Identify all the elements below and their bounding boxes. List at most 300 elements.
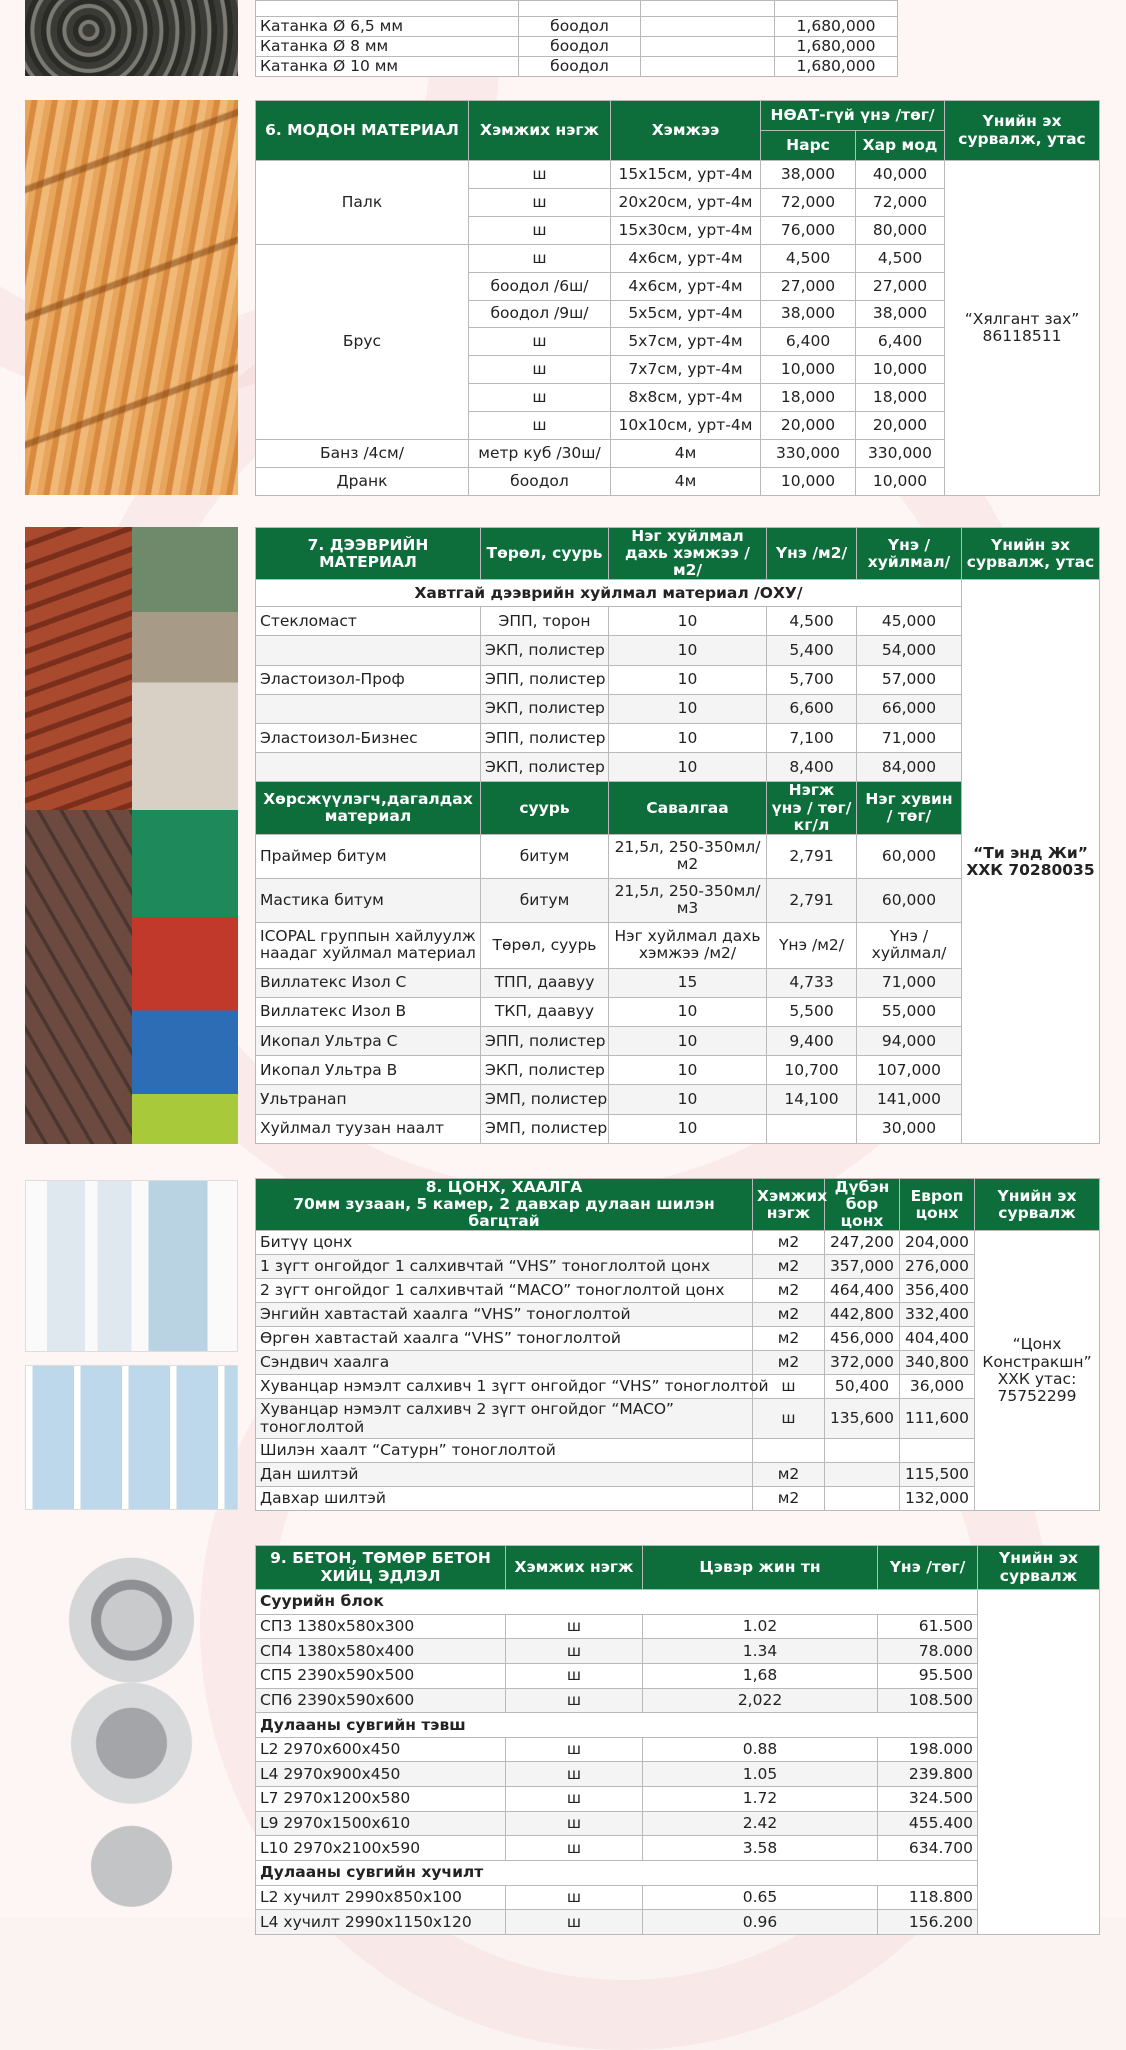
category-row <box>256 1590 1100 1615</box>
cell: Нэг хуйлмал дахь хэмжээ /м2/ <box>609 922 767 968</box>
cell: 4м <box>611 440 761 468</box>
cell: 1 зүгт онгойдог 1 салхивчтай “VHS” тоноглолтой цонх <box>256 1255 753 1279</box>
cell: ш <box>469 244 611 272</box>
cell: СП5 2390x590x500 <box>256 1663 506 1688</box>
cell: 332,400 <box>900 1303 975 1327</box>
table-row <box>256 1639 1100 1664</box>
cell: 141,000 <box>857 1085 962 1114</box>
cell: Хуйлмал туузан наалт <box>256 1114 481 1143</box>
cell: ЭПП, полистер <box>481 1027 609 1056</box>
cell: 2 зүгт онгойдог 1 салхивчтай “MACO” тоноглолтой цонх <box>256 1279 753 1303</box>
cell: Хуванцар нэмэлт салхивч 1 зүгт онгойдог “VHS” тоноглолтой <box>256 1375 753 1399</box>
header-source: Үнийн эх сурвалж, утас <box>945 101 1100 161</box>
cell: 1.02 <box>643 1614 878 1639</box>
cell: 72,000 <box>856 188 945 216</box>
cell: 10 <box>609 1027 767 1056</box>
cell: 78.000 <box>878 1639 978 1664</box>
cell: ш <box>753 1399 825 1439</box>
header-source: Үнийн эх сурвалж, утас <box>962 528 1100 580</box>
cell: ш <box>469 161 611 189</box>
cell: 20,000 <box>856 412 945 440</box>
roof-tiles-photo <box>25 527 132 810</box>
table-row <box>256 1279 1100 1303</box>
cell: Сэндвич хаалга <box>256 1351 753 1375</box>
header-brown: Дүбэн бор цонх <box>825 1179 900 1231</box>
cell: L9 2970x1500x610 <box>256 1811 506 1836</box>
cell: битум <box>481 834 609 878</box>
cell: 0.65 <box>643 1885 878 1910</box>
cell: ш <box>469 328 611 356</box>
header-unit-price: Нэгж үнэ / төг/ кг/л <box>767 782 857 834</box>
cell: Виллатекс Изол В <box>256 997 481 1026</box>
cell: 4,500 <box>761 244 856 272</box>
table-row <box>256 1303 1100 1327</box>
cell: 276,000 <box>900 1255 975 1279</box>
cell: Үнэ / хуйлмал/ <box>857 922 962 968</box>
cell: метр куб /30ш/ <box>469 440 611 468</box>
cell: боодол /9ш/ <box>469 300 611 328</box>
cell: 324.500 <box>878 1787 978 1812</box>
cell: 115,500 <box>900 1463 975 1487</box>
cell: ЭМП, полистер <box>481 1085 609 1114</box>
cell: ш <box>506 1811 643 1836</box>
cell: 10,000 <box>856 356 945 384</box>
cell: 66,000 <box>857 694 962 723</box>
cell: 455.400 <box>878 1811 978 1836</box>
cell: 60,000 <box>857 834 962 878</box>
cell: 15x30см, урт-4м <box>611 216 761 244</box>
cell: ш <box>506 1639 643 1664</box>
cell: 2,791 <box>767 834 857 878</box>
cell: Шилэн хаалт “Сатурн” тоноглолтой <box>256 1439 753 1463</box>
cell: 6,600 <box>767 694 857 723</box>
cell: 1,68 <box>643 1663 878 1688</box>
cell: 4,733 <box>767 968 857 997</box>
cell: м2 <box>753 1351 825 1375</box>
cell: ш <box>469 412 611 440</box>
cell: Праймер битум <box>256 834 481 878</box>
cell: 356,400 <box>900 1279 975 1303</box>
cell: боодол <box>519 57 641 77</box>
table-row <box>256 161 1100 189</box>
header-price: Үнэ /м2/ <box>767 528 857 580</box>
cell: 340,800 <box>900 1351 975 1375</box>
cell: 10 <box>609 665 767 694</box>
cell: 5,700 <box>767 665 857 694</box>
header-larch: Хар мод <box>856 131 945 161</box>
cell: 2.42 <box>643 1811 878 1836</box>
cell: битум <box>481 878 609 922</box>
cell: 107,000 <box>857 1056 962 1085</box>
price-source <box>978 1590 1100 1935</box>
cell: ш <box>753 1375 825 1399</box>
header-size: Хэмжээ <box>611 101 761 161</box>
cell: L4 хучилт 2990x1150x120 <box>256 1910 506 1935</box>
cell: 118.800 <box>878 1885 978 1910</box>
cell: 80,000 <box>856 216 945 244</box>
cell: боодол /6ш/ <box>469 272 611 300</box>
cell: 634.700 <box>878 1836 978 1861</box>
cell: Стекломаст <box>256 607 481 636</box>
cell: 464,400 <box>825 1279 900 1303</box>
cell <box>767 1114 857 1143</box>
cell: 6,400 <box>856 328 945 356</box>
cell: 108.500 <box>878 1688 978 1713</box>
cell: 10 <box>609 753 767 782</box>
cell: 45,000 <box>857 607 962 636</box>
cell: Давхар шилтэй <box>256 1487 753 1511</box>
roof-title: 7. ДЭЭВРИЙН МАТЕРИАЛ <box>256 528 481 580</box>
cell: 10 <box>609 636 767 665</box>
cell: 198.000 <box>878 1737 978 1762</box>
colored-sheets-photo <box>132 810 238 1144</box>
cell <box>256 1 519 17</box>
cell: ЭКП, полистер <box>481 636 609 665</box>
cell: м2 <box>753 1327 825 1351</box>
cell: 14,100 <box>767 1085 857 1114</box>
table-row <box>256 1737 1100 1762</box>
table-row <box>256 1885 1100 1910</box>
table-row <box>256 1487 1100 1511</box>
cell: ЭКП, полистер <box>481 1056 609 1085</box>
cell: 71,000 <box>857 724 962 753</box>
header-source: Үнийн эх сурвалж <box>978 1546 1100 1590</box>
cell: 7x7см, урт-4м <box>611 356 761 384</box>
cell: 442,800 <box>825 1303 900 1327</box>
windows-title-text: 8. ЦОНХ, ХААЛГА <box>425 1178 583 1196</box>
cell <box>900 1439 975 1463</box>
category-name: Дулааны сувгийн хучилт <box>256 1861 978 1886</box>
cell: боодол <box>519 17 641 37</box>
cell: ш <box>469 216 611 244</box>
header-pack: Савалгаа <box>609 782 767 834</box>
cell: 10 <box>609 607 767 636</box>
cell: 38,000 <box>761 300 856 328</box>
cell: Битүү цонх <box>256 1231 753 1255</box>
cell: 7,100 <box>767 724 857 753</box>
cell <box>825 1487 900 1511</box>
rebar-photo <box>25 0 238 76</box>
windows-subtitle: 70мм зузаан, 5 камер, 2 давхар дулаан шилэн багцтай <box>293 1195 715 1231</box>
cell: ТКП, даавуу <box>481 997 609 1026</box>
cell: 20,000 <box>761 412 856 440</box>
cell: ICOPAL группын хайлуулж наадаг хуйлмал материал <box>256 922 481 968</box>
cell: 38,000 <box>761 161 856 189</box>
concrete-table <box>255 1545 1099 1935</box>
cell: 1,680,000 <box>775 17 898 37</box>
header-price: Үнэ /төг/ <box>878 1546 978 1590</box>
metal-tiles-photo <box>132 527 238 810</box>
header-weight: Цэвэр жин тн <box>643 1546 878 1590</box>
cell: 54,000 <box>857 636 962 665</box>
cell: 1,680,000 <box>775 37 898 57</box>
cell: 372,000 <box>825 1351 900 1375</box>
cell: 27,000 <box>761 272 856 300</box>
cell: 0.96 <box>643 1910 878 1935</box>
cell: Дан шилтэй <box>256 1463 753 1487</box>
row-group-name: Брус <box>256 244 469 439</box>
cell: 72,000 <box>761 188 856 216</box>
cell: ш <box>506 1688 643 1713</box>
cell <box>641 57 775 77</box>
cell: 247,200 <box>825 1231 900 1255</box>
cell: 156.200 <box>878 1910 978 1935</box>
cell: ЭКП, полистер <box>481 694 609 723</box>
cell: 1,680,000 <box>775 57 898 77</box>
table-row <box>256 1910 1100 1935</box>
category-name: Суурийн блок <box>256 1590 978 1615</box>
price-source: “Хялгант зах” 86118511 <box>945 161 1100 496</box>
cell: 95.500 <box>878 1663 978 1688</box>
cell: 8x8см, урт-4м <box>611 384 761 412</box>
cell: Катанка Ø 8 мм <box>256 37 519 57</box>
cell: 330,000 <box>856 440 945 468</box>
cell: 10 <box>609 1114 767 1143</box>
cell: 10,000 <box>856 467 945 495</box>
cell: ш <box>506 1910 643 1935</box>
cell: 4x6см, урт-4м <box>611 272 761 300</box>
wood-material-table <box>255 100 1099 496</box>
cell: Ультранап <box>256 1085 481 1114</box>
table-row <box>256 1231 1100 1255</box>
cell: СП6 2390x590x600 <box>256 1688 506 1713</box>
header-unit: Хэмжих нэгж <box>753 1179 825 1231</box>
cell: 204,000 <box>900 1231 975 1255</box>
cell: ш <box>506 1885 643 1910</box>
cell: Банз /4см/ <box>256 440 469 468</box>
cell <box>641 1 775 17</box>
cell: 57,000 <box>857 665 962 694</box>
cell <box>825 1439 900 1463</box>
cell: 132,000 <box>900 1487 975 1511</box>
cell: 5x7см, урт-4м <box>611 328 761 356</box>
table-row <box>256 1688 1100 1713</box>
cell: 239.800 <box>878 1762 978 1787</box>
header-base: суурь <box>481 782 609 834</box>
header-source: Үнийн эх сурвалж <box>975 1179 1100 1231</box>
header-type: Төрөл, суурь <box>481 528 609 580</box>
header-roll-price: Үнэ / хуйлмал/ <box>857 528 962 580</box>
roof-material-table <box>255 527 1099 1144</box>
table-row <box>256 57 898 77</box>
subheader: Хавтгай дээврийн хуйлмал материал /ОХУ/ <box>256 580 962 607</box>
cell: 36,000 <box>900 1375 975 1399</box>
cell: ш <box>506 1787 643 1812</box>
cell: м2 <box>753 1255 825 1279</box>
table-row <box>256 1787 1100 1812</box>
cell: 4x6см, урт-4м <box>611 244 761 272</box>
cell: м2 <box>753 1463 825 1487</box>
row-group-name: Палк <box>256 161 469 245</box>
shingles-photo <box>25 810 132 1144</box>
cell: Мастика битум <box>256 878 481 922</box>
cell: 15 <box>609 968 767 997</box>
cell: 135,600 <box>825 1399 900 1439</box>
table-row <box>256 1762 1100 1787</box>
cell: 1.34 <box>643 1639 878 1664</box>
header-name: Хөрсжүүлэгч,дагалдах материал <box>256 782 481 834</box>
cell: L7 2970x1200x580 <box>256 1787 506 1812</box>
cell: 10 <box>609 997 767 1026</box>
cell: 20x20см, урт-4м <box>611 188 761 216</box>
table-row <box>256 17 898 37</box>
concrete-pipes-photo <box>25 1555 238 1917</box>
table-row <box>256 1 898 17</box>
cell: 10 <box>609 1085 767 1114</box>
cell: 76,000 <box>761 216 856 244</box>
cell: ЭМП, полистер <box>481 1114 609 1143</box>
cell: 60,000 <box>857 878 962 922</box>
cell <box>519 1 641 17</box>
cell: 27,000 <box>856 272 945 300</box>
cell: 84,000 <box>857 753 962 782</box>
cell: м2 <box>753 1487 825 1511</box>
cell: 40,000 <box>856 161 945 189</box>
cell: м2 <box>753 1279 825 1303</box>
wood-beams-photo <box>25 100 238 495</box>
cell <box>641 37 775 57</box>
cell: 1.72 <box>643 1787 878 1812</box>
cell: 10 <box>609 1056 767 1085</box>
header-price: НӨАТ-гүй үнэ /төг/ <box>761 101 945 131</box>
cell: Икопал Ультра С <box>256 1027 481 1056</box>
cell: Төрөл, суурь <box>481 922 609 968</box>
wood-title: 6. МОДОН МАТЕРИАЛ <box>256 101 469 161</box>
table-row <box>256 37 898 57</box>
cell: 0.88 <box>643 1737 878 1762</box>
cell: 404,400 <box>900 1327 975 1351</box>
cell: 10,700 <box>767 1056 857 1085</box>
cell: 21,5л, 250-350мл/ м2 <box>609 834 767 878</box>
cell: 111,600 <box>900 1399 975 1439</box>
cell: 10,000 <box>761 467 856 495</box>
cell: ЭПП, полистер <box>481 665 609 694</box>
cell: ш <box>469 356 611 384</box>
cell: 61.500 <box>878 1614 978 1639</box>
cell: Хуванцар нэмэлт салхивч 2 зүгт онгойдог “MACO” тоноглолтой <box>256 1399 753 1439</box>
cell: 50,400 <box>825 1375 900 1399</box>
header-unit: Хэмжих нэгж <box>506 1546 643 1590</box>
cell: 10x10см, урт-4м <box>611 412 761 440</box>
cell <box>775 1 898 17</box>
cell: 30,000 <box>857 1114 962 1143</box>
cell: ЭПП, торон <box>481 607 609 636</box>
cell: Дранк <box>256 467 469 495</box>
cell: 21,5л, 250-350мл/ м3 <box>609 878 767 922</box>
cell: боодол <box>469 467 611 495</box>
cell: 357,000 <box>825 1255 900 1279</box>
cell: 5,400 <box>767 636 857 665</box>
windows-doors-table <box>255 1178 1099 1511</box>
cell: 1.05 <box>643 1762 878 1787</box>
cell: 456,000 <box>825 1327 900 1351</box>
header-roll-size: Нэг хуйлмал дахь хэмжээ /м2/ <box>609 528 767 580</box>
table-row <box>256 1399 1100 1439</box>
cell: Икопал Ультра В <box>256 1056 481 1085</box>
cell: 9,400 <box>767 1027 857 1056</box>
header-euro: Европ цонх <box>900 1179 975 1231</box>
cell: ТПП, даавуу <box>481 968 609 997</box>
cell: 2,791 <box>767 878 857 922</box>
price-source: “Ти энд Жи” ХХК 70280035 <box>962 580 1100 1144</box>
table-row <box>256 1614 1100 1639</box>
cell: ЭКП, полистер <box>481 753 609 782</box>
cell: L4 2970x900x450 <box>256 1762 506 1787</box>
cell: 55,000 <box>857 997 962 1026</box>
cell: ЭПП, полистер <box>481 724 609 753</box>
cell: 15x15см, урт-4м <box>611 161 761 189</box>
cell: СП4 1380x580x400 <box>256 1639 506 1664</box>
wire-rod-table <box>255 0 897 76</box>
cell: м2 <box>753 1303 825 1327</box>
cell <box>753 1439 825 1463</box>
price-source: “Цонх Констракшн” ХХК утас: 75752299 <box>975 1231 1100 1511</box>
cell: 10 <box>609 724 767 753</box>
cell: L2 2970x600x450 <box>256 1737 506 1762</box>
cell: м2 <box>753 1231 825 1255</box>
table-row <box>256 1836 1100 1861</box>
table-row <box>256 1463 1100 1487</box>
cell <box>256 753 481 782</box>
cell: 6,400 <box>761 328 856 356</box>
cell <box>256 636 481 665</box>
cell: 330,000 <box>761 440 856 468</box>
cell: ш <box>506 1737 643 1762</box>
cell: ш <box>506 1762 643 1787</box>
cell: 2,022 <box>643 1688 878 1713</box>
table-row <box>256 1375 1100 1399</box>
cell: ш <box>469 384 611 412</box>
cell: 3.58 <box>643 1836 878 1861</box>
cell: 4,500 <box>767 607 857 636</box>
cell: L10 2970x2100x590 <box>256 1836 506 1861</box>
cell: ш <box>469 188 611 216</box>
cell: 5x5см, урт-4м <box>611 300 761 328</box>
subheader-row <box>256 580 1100 607</box>
cell: СП3 1380x580x300 <box>256 1614 506 1639</box>
category-name: Дулааны сувгийн тэвш <box>256 1713 978 1738</box>
cell: ш <box>506 1836 643 1861</box>
cell: L2 хучилт 2990x850x100 <box>256 1885 506 1910</box>
cell: 38,000 <box>856 300 945 328</box>
cell: ш <box>506 1614 643 1639</box>
cell <box>641 17 775 37</box>
cell: 71,000 <box>857 968 962 997</box>
cell: 10 <box>609 694 767 723</box>
header-unit: Хэмжих нэгж <box>469 101 611 161</box>
header-bucket-price: Нэг хувин / төг/ <box>857 782 962 834</box>
concrete-title: 9. БЕТОН, ТӨМӨР БЕТОН ХИЙЦ ЭДЛЭЛ <box>256 1546 506 1590</box>
table-row <box>256 1811 1100 1836</box>
cell: 18,000 <box>761 384 856 412</box>
cell: Эластоизол-Бизнес <box>256 724 481 753</box>
cell: 5,500 <box>767 997 857 1026</box>
cell: Энгийн хавтастай хаалга “VHS” тоноглолтой <box>256 1303 753 1327</box>
cell: Виллатекс Изол С <box>256 968 481 997</box>
cell <box>256 694 481 723</box>
cell: Катанка Ø 6,5 мм <box>256 17 519 37</box>
cell: Катанка Ø 10 мм <box>256 57 519 77</box>
cell <box>825 1463 900 1487</box>
cell: Өргөн хавтастай хаалга “VHS” тоноглолтой <box>256 1327 753 1351</box>
cell: 4м <box>611 467 761 495</box>
table-row <box>256 1351 1100 1375</box>
cell: Эластоизол-Проф <box>256 665 481 694</box>
table-row <box>256 1439 1100 1463</box>
folding-door-photo <box>25 1365 238 1510</box>
cell: боодол <box>519 37 641 57</box>
windows-title <box>256 1179 753 1231</box>
